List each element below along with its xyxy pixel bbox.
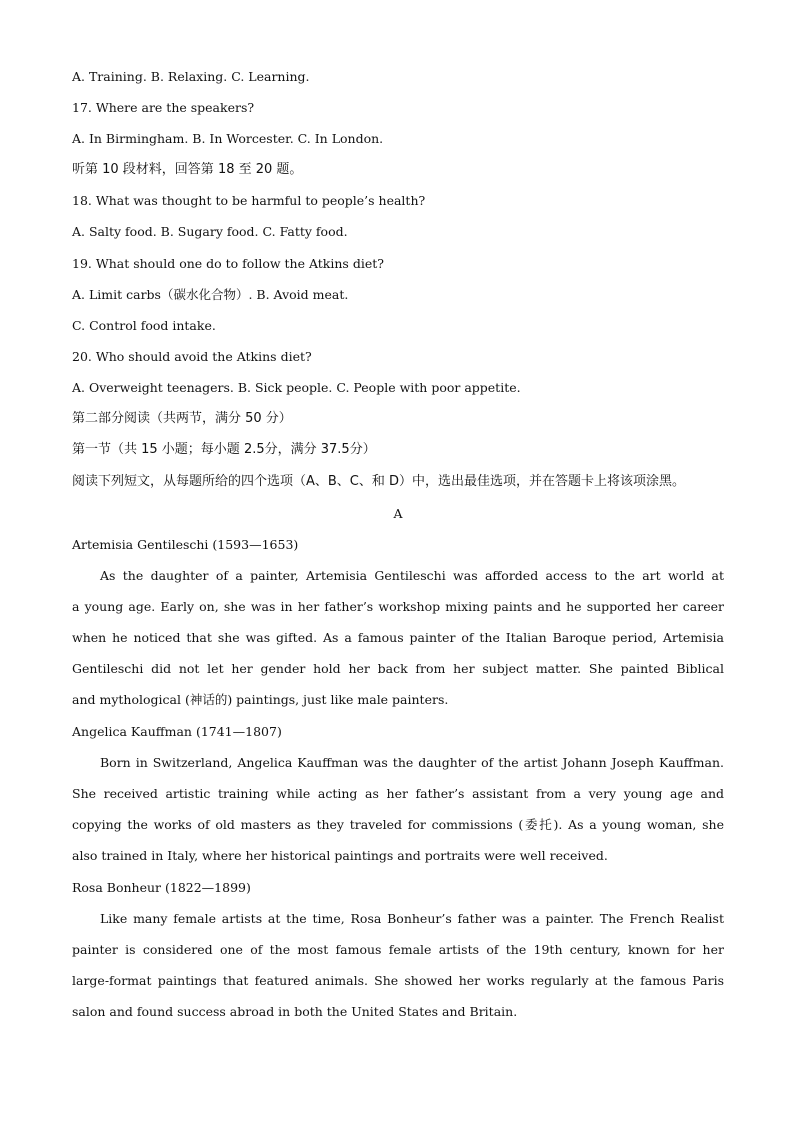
paragraph-line: also trained in Italy, where her historical paintings and portraits were well received. [72, 848, 608, 863]
q19-options-line1: A. Limit carbs（碳水化合物）. B. Avoid meat. [72, 287, 349, 302]
paragraph-line: large-format paintings that featured animals. She showed her works regularly at the famous Paris [72, 973, 724, 988]
q20-question: 20. Who should avoid the Atkins diet? [72, 349, 312, 364]
paragraph-line: As the daughter of a painter, Artemisia Gentileschi was afforded access to the art world at [100, 568, 724, 583]
paragraph-line: copying the works of old masters as they traveled for commissions (委托). As a young woman, she [72, 817, 724, 832]
artist-heading-kauffman: Angelica Kauffman (1741—1807) [72, 724, 282, 739]
paragraph-line: and mythological (神话的) paintings, just like male painters. [72, 692, 449, 707]
artist-heading-bonheur: Rosa Bonheur (1822—1899) [72, 880, 251, 895]
paragraph-line: Gentileschi did not let her gender hold her back from her subject matter. She painted Biblical [72, 661, 724, 676]
paragraph-line: painter is considered one of the most famous female artists of the 19th century, known for her [72, 942, 724, 957]
q19-options-line2: C. Control food intake. [72, 318, 216, 333]
reading-part-title: 第二部分阅读（共两节，满分 50 分） [72, 411, 292, 426]
q17-options: A. In Birmingham. B. In Worcester. C. In London. [72, 131, 384, 146]
reading-instruction: 阅读下列短文，从每题所给的四个选项（A、B、C、和 D）中，选出最佳选项，并在答题卡上将该项涂黑。 [72, 474, 686, 489]
paragraph-line: Like many female artists at the time, Rosa Bonheur’s father was a painter. The French Realist [100, 911, 724, 926]
paragraph-line: a young age. Early on, she was in her father’s workshop mixing paints and he supported her career [72, 599, 724, 614]
section10-instruction: 听第 10 段材料，回答第 18 至 20 题。 [72, 162, 303, 177]
reading-section-title: 第一节（共 15 小题；每小题 2.5分，满分 37.5分） [72, 442, 376, 457]
q18-options: A. Salty food. B. Sugary food. C. Fatty food. [72, 224, 348, 239]
paragraph-line: She received artistic training while acting as her father’s assistant from a very young age and [72, 786, 724, 801]
paragraph-line: when he noticed that she was gifted. As a famous painter of the Italian Baroque period, Artemisia [72, 630, 724, 645]
paragraph-line: salon and found success abroad in both the United States and Britain. [72, 1004, 518, 1019]
q20-options: A. Overweight teenagers. B. Sick people. C. People with poor appetite. [72, 380, 521, 395]
q19-question: 19. What should one do to follow the Atkins diet? [72, 256, 384, 271]
q18-question: 18. What was thought to be harmful to people’s health? [72, 193, 426, 208]
paragraph-line: Born in Switzerland, Angelica Kauffman was the daughter of the artist Johann Joseph Kauffman. [100, 755, 724, 770]
artist-heading-gentileschi: Artemisia Gentileschi (1593—1653) [72, 537, 299, 552]
passage-label: A [393, 506, 403, 521]
q16-options: A. Training. B. Relaxing. C. Learning. [72, 69, 310, 84]
q17-question: 17. Where are the speakers? [72, 100, 255, 115]
